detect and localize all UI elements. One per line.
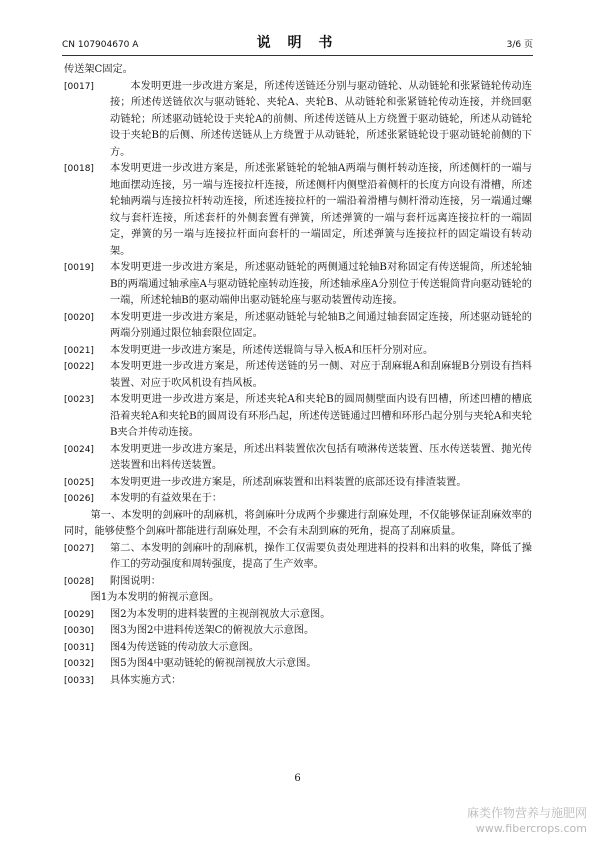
paragraph-number: [0019] xyxy=(64,263,94,273)
paragraph-text: 具体实施方式： xyxy=(110,674,182,686)
paragraph-0032 xyxy=(64,656,532,673)
paragraph-number: [0021] xyxy=(64,345,94,356)
paragraph-0024 xyxy=(64,442,532,475)
paragraph-text: 本发明更进一步改进方案是，所述驱动链轮的两侧通过轮轴B对称固定有传送辊筒，所述轮轴B的两端通过轴承座A与驱动链轮座转动连接，所述轴承座A分别位于传送辊筒背向驱动链轮的一端，所述轮轴B的驱动端伸出驱动链轮座与驱动装置传动连接。 xyxy=(110,262,532,306)
paragraph-0026 xyxy=(64,491,532,508)
paragraph-0023 xyxy=(64,392,532,442)
paragraph-0021 xyxy=(64,343,532,360)
continued-line: 传送架C固定。 xyxy=(64,64,133,75)
watermark xyxy=(467,806,587,836)
paragraph-text: 本发明的有益效果在于： xyxy=(110,493,223,504)
paragraph-0033 xyxy=(64,673,532,690)
paragraph-number: [0025] xyxy=(64,477,94,488)
paragraph-0025 xyxy=(64,475,532,492)
page-header xyxy=(62,34,533,52)
paragraph-number: [0033] xyxy=(64,675,94,686)
paragraph-text: 第二、本发明的剑麻叶的刮麻机，操作工仅需要负责处理进料的投料和出料的收集，降低了操作工的劳动强度和周转强度，提高了生产效率。 xyxy=(110,542,532,570)
paragraph-0018 xyxy=(64,161,532,260)
paragraph-text: 图2为本发明的进料装置的主视剖视放大示意图。 xyxy=(110,608,331,620)
paragraph-0022 xyxy=(64,359,532,392)
document-title: 说 明 书 xyxy=(256,35,339,51)
paragraph-number: [0023] xyxy=(64,395,94,405)
paragraph-text: 附图说明： xyxy=(110,575,161,587)
paragraph-0028 xyxy=(64,574,532,591)
publication-number: CN 107904670 A xyxy=(62,40,139,50)
paragraph-number: [0028] xyxy=(64,576,94,587)
paragraph-0017 xyxy=(64,79,532,162)
paragraph-text: 本发明更进一步改进方案是，所述传送链的另一侧、对应于刮麻辊A和刮麻辊B分别设有挡料装置、对应于吹风机设有挡风板。 xyxy=(110,361,532,389)
page-number: 6 xyxy=(294,773,301,784)
paragraph-text: 本发明更进一步改进方案是，所述传送辊筒与导入板A和压杆分别对应。 xyxy=(110,344,434,356)
paragraph-number: [0031] xyxy=(64,642,94,653)
page-indicator: 3/6 页 xyxy=(506,40,533,50)
paragraph-number: [0029] xyxy=(64,609,94,620)
paragraph-number: [0026] xyxy=(64,494,94,504)
paragraph-text: 本发明更进一步改进方案是，所述驱动链轮与轮轴B之间通过轴套固定连接，所述驱动链轮的两端分别通过限位轴套限位固定。 xyxy=(110,311,532,339)
paragraph-number: [0027] xyxy=(64,543,94,554)
paragraph-0029 xyxy=(64,607,532,624)
document-body xyxy=(64,62,532,689)
paragraph-text: 本发明更进一步改进方案是，所述出料装置依次包括有喷淋传送装置、压水传送装置、抛光传送装置和出料传送装置。 xyxy=(110,443,532,471)
header-divider xyxy=(62,55,533,56)
benefit-one-text: 第一、本发明的剑麻叶的刮麻机，将剑麻叶分成两个步骤进行刮麻处理，不仅能够保证刮麻效率的同时，能够使整个剑麻叶都能进行刮麻处理，不会有未刮到麻的死角，提高了刮麻质量。 xyxy=(64,509,532,537)
paragraph-text: 本发明更进一步改进方案是，所述传送链还分别与驱动链轮、从动链轮和张紧链轮传动连接；所述传送链依次与驱动链轮、夹轮A、夹轮B、从动链轮和张紧链轮传动连接，并绕回驱动链轮；所述驱动链轮设于夹轮A的前侧、所述传送链从上方绕置于驱动链轮，所述从动链轮设于夹轮B的后侧、所述传送链从上方绕置于从动链轮，所述张紧链轮设于驱动链轮前侧的下方。 xyxy=(110,80,532,158)
paragraph-0027 xyxy=(64,541,532,574)
figure-one-caption: 图1为本发明的俯视示意图。 xyxy=(90,592,220,603)
paragraph-text: 图3为图2中进料传送架C的俯视放大示意图。 xyxy=(110,625,315,636)
paragraph-number: [0018] xyxy=(64,164,94,174)
paragraph-0020 xyxy=(64,310,532,343)
paragraph-0019 xyxy=(64,260,532,310)
paragraph-text: 本发明更进一步改进方案是，所述夹轮A和夹轮B的圆周侧壁面内设有凹槽，所述凹槽的槽底沿着夹轮A和夹轮B的圆周设有环形凸起，所述传送链通过凹槽和环形凸起分别与夹轮A和夹轮B夹合并传动连接。 xyxy=(110,394,532,438)
paragraph-0031 xyxy=(64,640,532,657)
paragraph-number: [0030] xyxy=(64,626,94,636)
paragraph-text: 图5为图4中驱动链轮的俯视剖视放大示意图。 xyxy=(110,658,317,669)
paragraph-number: [0022] xyxy=(64,362,94,372)
paragraph-number: [0032] xyxy=(64,659,94,669)
paragraph-0030 xyxy=(64,623,532,640)
paragraph-text: 图4为传送链的传动放大示意图。 xyxy=(110,641,260,653)
paragraph-text: 本发明更进一步改进方案是，所述刮麻装置和出料装置的底部还设有排渣装置。 xyxy=(110,476,467,488)
paragraph-number: [0024] xyxy=(64,444,94,455)
paragraph-text: 本发明更进一步改进方案是，所述张紧链轮的轮轴A两端与侧杆转动连接，所述侧杆的一端与地面摆动连接，另一端与连接拉杆连接，所述侧杆内侧壁沿着侧杆的长度方向设有滑槽，所述轮轴两端与连接拉杆转动连接，所述连接拉杆的一端沿着滑槽与侧杆滑动连接，另一端通过螺纹与套杆连接，所述套杆的外侧套置有弹簧，所述弹簧的一端与套杆远离连接拉杆的一端固定，弹簧的另一端与连接拉杆面向套杆的一端固定，所述弹簧与连接拉杆的固定端设有转动架。 xyxy=(110,163,532,257)
paragraph-number: [0020] xyxy=(64,312,94,323)
watermark-url: www.fibercrops.com xyxy=(475,822,587,835)
watermark-site-name: 麻类作物营养与施肥网 xyxy=(466,806,587,820)
paragraph-number: [0017] xyxy=(64,81,94,92)
